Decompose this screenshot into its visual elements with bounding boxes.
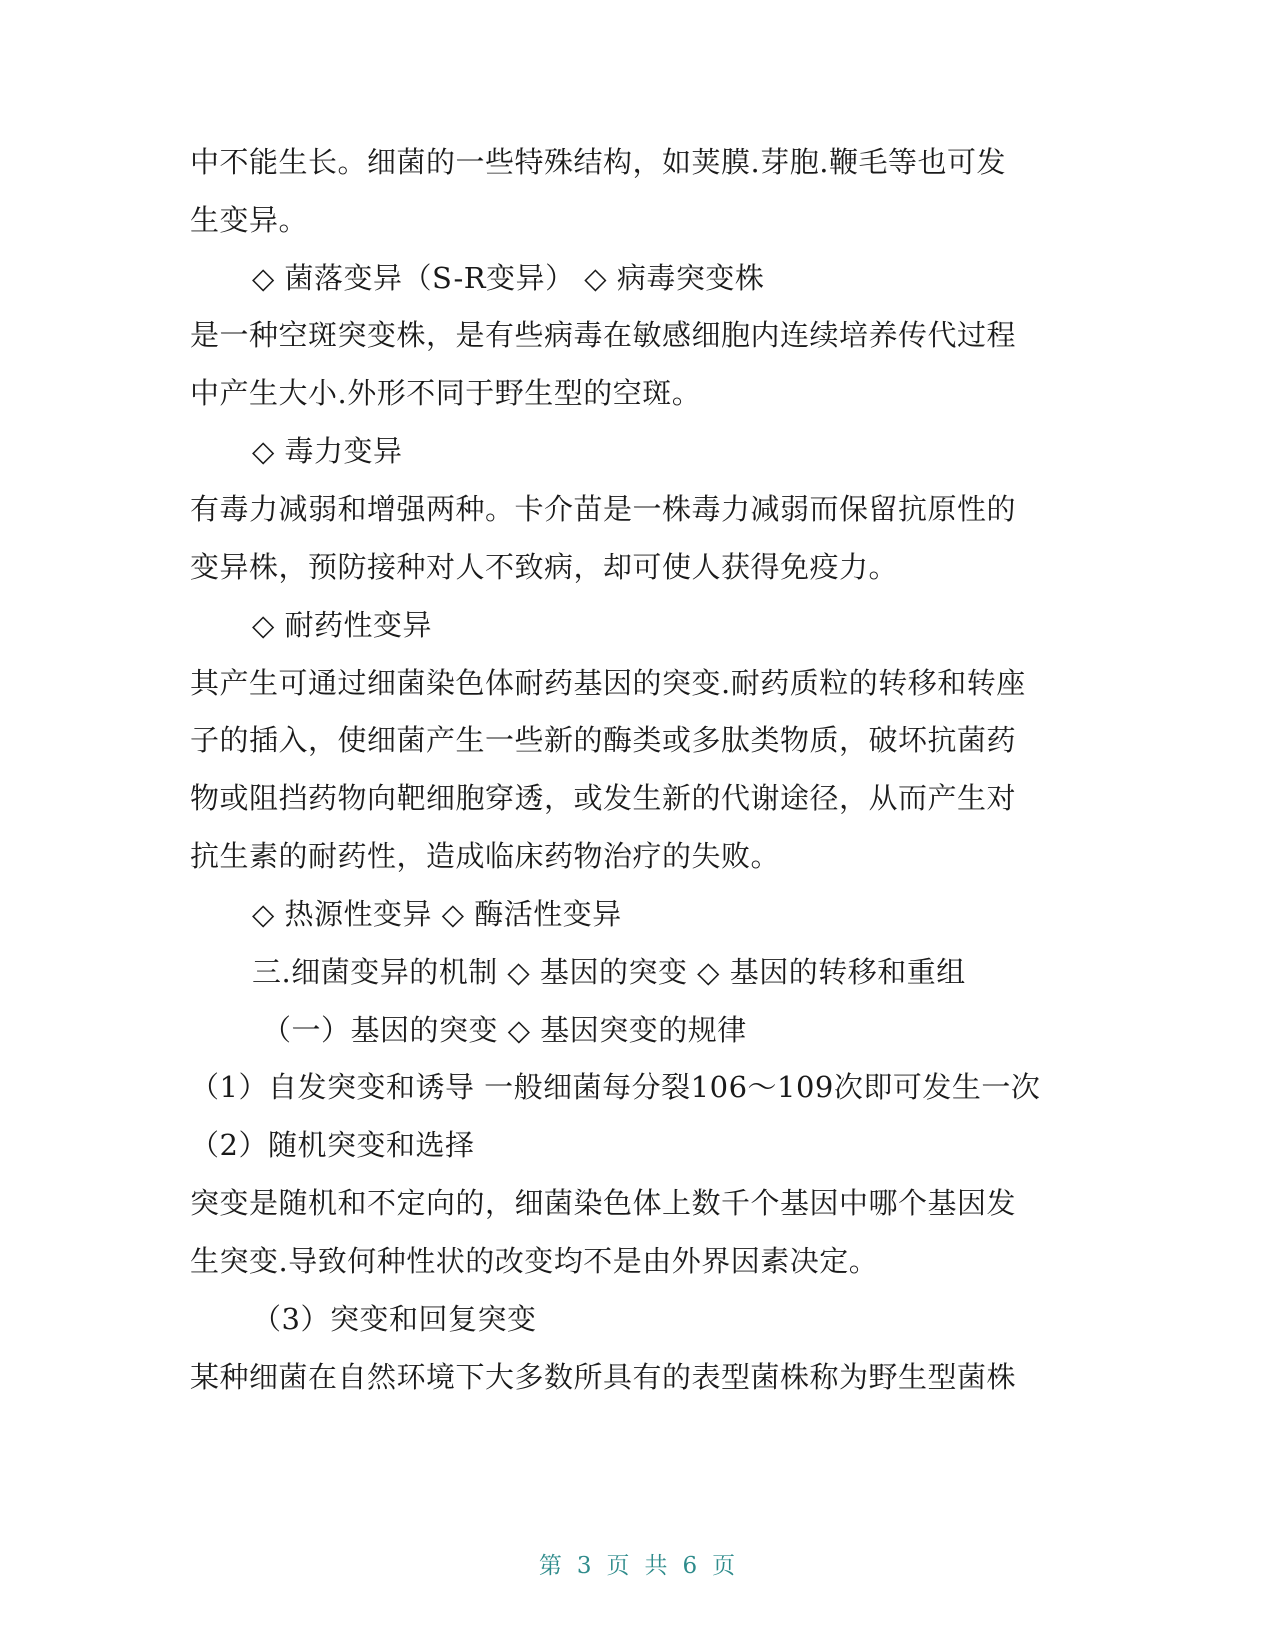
text-line: 变异株，预防接种对人不致病，却可使人获得免疫力。 — [190, 550, 899, 584]
text-line: 某种细菌在自然环境下大多数所具有的表型菌株称为野生型菌株 — [190, 1360, 1017, 1394]
text-line: （1）自发突变和诱导 一般细菌每分裂106～109次即可发生一次 — [190, 1070, 1041, 1104]
text-line: 是一种空斑突变株，是有些病毒在敏感细胞内连续培养传代过程 — [190, 318, 1017, 352]
footer-suffix: 页 — [712, 1553, 737, 1579]
text-line: 中不能生长。细菌的一些特殊结构，如荚膜.芽胞.鞭毛等也可发 — [190, 145, 1006, 179]
footer-page-label: 页 — [606, 1553, 631, 1579]
footer-total-label: 共 — [644, 1553, 669, 1579]
footer-prefix: 第 — [538, 1553, 563, 1579]
section-heading: 三.细菌变异的机制 ◇ 基因的突变 ◇ 基因的转移和重组 — [252, 955, 966, 989]
section-heading: ◇ 热源性变异 ◇ 酶活性变异 — [252, 897, 622, 931]
text-line: 突变是随机和不定向的，细菌染色体上数千个基因中哪个基因发 — [190, 1186, 1017, 1220]
text-line: 物或阻挡药物向靶细胞穿透，或发生新的代谢途径，从而产生对 — [190, 781, 1017, 815]
page-current: 3 — [576, 1553, 593, 1579]
text-line: 子的插入，使细菌产生一些新的酶类或多肽类物质，破坏抗菌药 — [190, 723, 1017, 757]
text-line: 其产生可通过细菌染色体耐药基因的突变.耐药质粒的转移和转座 — [190, 666, 1026, 700]
text-line: 有毒力减弱和增强两种。卡介苗是一株毒力减弱而保留抗原性的 — [190, 492, 1017, 526]
subsection-heading: （3）突变和回复突变 — [252, 1302, 537, 1336]
subsection-heading: （一）基因的突变 ◇ 基因突变的规律 — [262, 1013, 747, 1047]
section-heading: ◇ 耐药性变异 — [252, 608, 433, 642]
text-line: 生突变.导致何种性状的改变均不是由外界因素决定。 — [190, 1244, 879, 1278]
text-line: 生变异。 — [190, 203, 309, 237]
page-total: 6 — [682, 1553, 699, 1579]
text-line: （2）随机突变和选择 — [190, 1128, 475, 1162]
page-footer — [0, 1547, 1275, 1580]
section-heading: ◇ 毒力变异 — [252, 434, 403, 468]
section-heading: ◇ 菌落变异（S-R变异） ◇ 病毒突变株 — [252, 261, 765, 295]
text-line: 中产生大小.外形不同于野生型的空斑。 — [190, 376, 702, 410]
text-line: 抗生素的耐药性，造成临床药物治疗的失败。 — [190, 839, 781, 873]
